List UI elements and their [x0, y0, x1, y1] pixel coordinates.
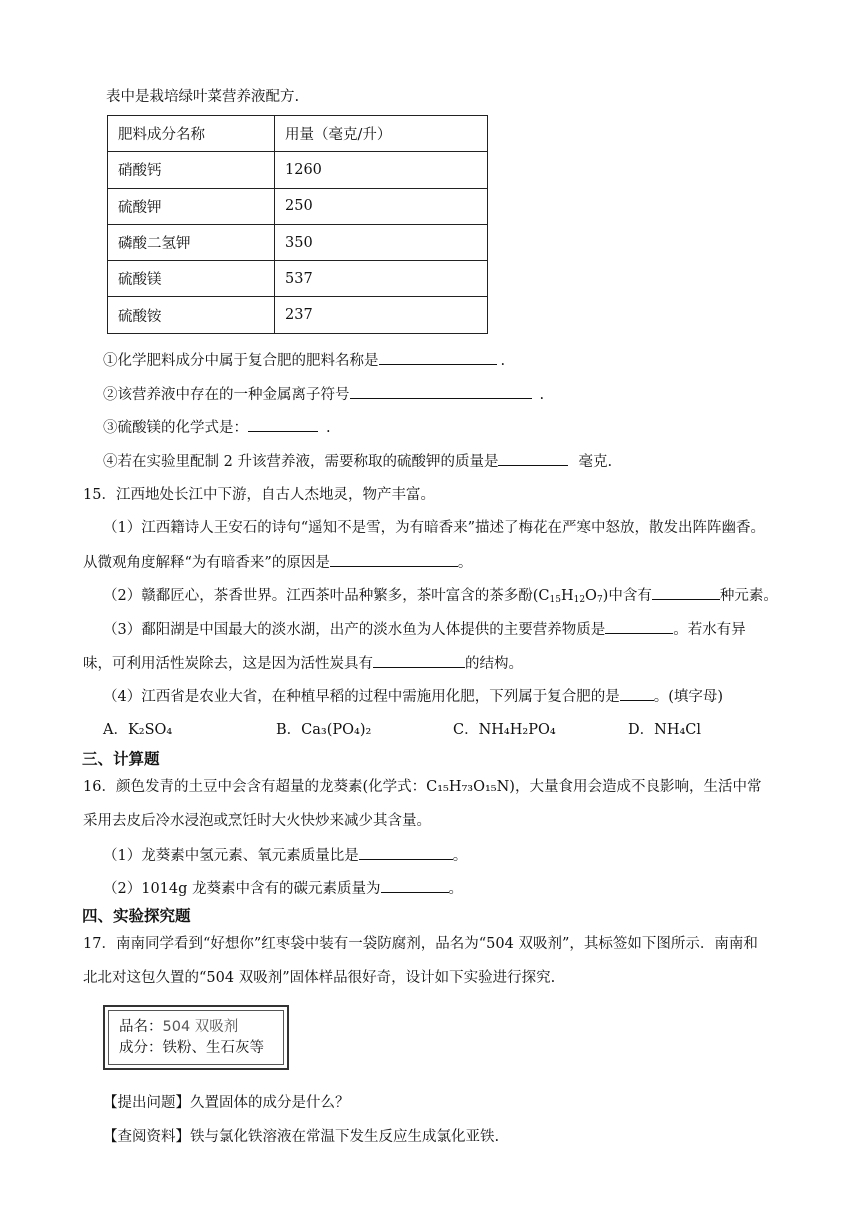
answer-blank[interactable] — [652, 585, 720, 600]
q16-part1-suffix: 。 — [452, 848, 468, 864]
q16-line2: 采用去皮后冷水浸泡或烹饪时大火快炒来减少其含量。 — [83, 813, 431, 829]
table-cell: 磷酸二氢钾 — [108, 224, 275, 260]
q14-item-2-text: ②该营养液中存在的一种金属离子符号 — [103, 387, 350, 403]
q15-part4-suffix: 。(填字母) — [653, 689, 724, 705]
q15-part2-suffix: 种元素。 — [719, 588, 778, 604]
answer-blank[interactable] — [620, 686, 654, 701]
q15-part2-text: （2）赣鄱匠心，茶香世界。江西茶叶品种繁多，茶叶富含的茶多酚(C — [103, 588, 550, 604]
header-cell-name: 肥料成分名称 — [108, 116, 275, 152]
q16-part1-text: （1）龙葵素中氢元素、氧元素质量比是 — [103, 848, 359, 864]
table-header-row — [108, 116, 488, 152]
q15-part1-suffix: 。 — [457, 555, 473, 571]
answer-blank[interactable] — [248, 417, 318, 432]
table-cell: 350 — [275, 224, 488, 260]
q17-reference: 【查阅资料】铁与氯化铁溶液在常温下发生反应生成氯化亚铁. — [103, 1129, 500, 1145]
product-label-inner — [108, 1010, 284, 1065]
q15-part1-line2 — [83, 552, 472, 573]
answer-blank[interactable] — [379, 350, 497, 365]
table-cell: 硝酸钙 — [108, 152, 275, 188]
label-name-key: 品名： — [119, 1019, 163, 1035]
q15-part3-text: （3）鄱阳湖是中国最大的淡水湖，出产的淡水鱼为人体提供的主要营养物质是 — [103, 622, 606, 638]
table-cell: 1260 — [275, 152, 488, 188]
q15-part3-line2-suffix: 的结构。 — [465, 656, 523, 672]
subscript: 12 — [573, 595, 586, 605]
q16-part2-text: （2）1014g 龙葵素中含有的碳元素质量为 — [103, 881, 381, 897]
q16-line1: 16．颜色发青的土豆中会含有超量的龙葵素(化学式：C₁₅H₇₃O₁₅N)，大量食用会造成不良影响，生活中常 — [83, 779, 762, 795]
q15-part2-mid: )中含有 — [602, 588, 652, 604]
q14-item-3-suffix: . — [326, 420, 331, 436]
q15-part1-text: 从微观角度解释“为有暗香来”的原因是 — [83, 555, 330, 571]
table-row — [108, 297, 488, 333]
label-ingredients: 成分：铁粉、生石灰等 — [119, 1040, 264, 1056]
q14-item-1-suffix: . — [500, 353, 506, 369]
table-cell: 硫酸镁 — [108, 261, 275, 297]
q14-item-4-suffix: 毫克. — [578, 454, 613, 470]
q16-part1 — [103, 845, 467, 866]
q15-stem: 15．江西地处长江中下游，自古人杰地灵，物产丰富。 — [83, 487, 435, 503]
answer-blank[interactable] — [498, 451, 568, 466]
q15-part2 — [103, 585, 778, 610]
answer-blank[interactable] — [350, 384, 532, 399]
option-a[interactable]: A．K₂SO₄ — [103, 722, 173, 738]
q14-item-4-text: ④若在实验里配制 2 升该营养液，需要称取的硫酸钾的质量是 — [103, 454, 499, 470]
table-cell: 250 — [275, 188, 488, 224]
q17-line2: 北北对这包久置的“504 双吸剂”固体样品很好奇，设计如下实验进行探究. — [83, 970, 556, 986]
q15-part1-line1: （1）江西籍诗人王安石的诗句“遥知不是雪，为有暗香来”描述了梅花在严寒中怒放，散发出阵阵幽香。 — [103, 520, 766, 536]
q17-line1: 17．南南同学看到“好想你”红枣袋中装有一袋防腐剂，品名为“504 双吸剂”，其标签如下图所示．南南和 — [83, 936, 758, 952]
label-name-value: 504 双吸剂 — [162, 1019, 239, 1035]
table-cell: 硫酸铵 — [108, 297, 275, 333]
table-row — [108, 188, 488, 224]
answer-blank[interactable] — [605, 619, 673, 634]
header-cell-amount: 用量（毫克/升） — [275, 116, 488, 152]
q17-question: 【提出问题】久置固体的成分是什么？ — [103, 1095, 350, 1111]
q14-item-3 — [103, 417, 331, 438]
q16-part2 — [103, 878, 463, 899]
answer-blank[interactable] — [330, 552, 458, 567]
answer-blank[interactable] — [381, 878, 449, 893]
q15-part4-text: （4）江西省是农业大省，在种植早稻的过程中需施用化肥，下列属于复合肥的是 — [103, 689, 620, 705]
option-b[interactable]: B．Ca₃(PO₄)₂ — [276, 722, 372, 738]
q14-item-1-text: ①化学肥料成分中属于复合肥的肥料名称是 — [103, 353, 379, 369]
section-heading-experiment: 四、实验探究题 — [82, 907, 191, 925]
q14-item-2-suffix: . — [539, 387, 545, 403]
table-cell: 537 — [275, 261, 488, 297]
table-row — [108, 152, 488, 188]
option-d[interactable]: D．NH₄Cl — [628, 722, 702, 738]
subscript: 15 — [549, 595, 561, 605]
subscript: 7 — [596, 595, 603, 605]
q14-item-3-text: ③硫酸镁的化学式是： — [103, 420, 248, 436]
fertilizer-table — [107, 115, 488, 334]
table-row — [108, 224, 488, 260]
formula-part: H — [560, 588, 574, 604]
formula-part: O — [585, 588, 597, 604]
option-c[interactable]: C．NH₄H₂PO₄ — [453, 722, 556, 738]
q16-part2-suffix: 。 — [448, 881, 464, 897]
table-cell: 237 — [275, 297, 488, 333]
q14-item-4 — [103, 451, 612, 472]
table-row — [108, 261, 488, 297]
product-label — [103, 1005, 289, 1070]
section-heading-calculation: 三、计算题 — [82, 750, 160, 768]
q15-part3-line2-text: 味，可利用活性炭除去，这是因为活性炭具有 — [83, 656, 373, 672]
label-product-name — [119, 1017, 283, 1038]
answer-blank[interactable] — [359, 845, 453, 860]
q15-part3-suffix: 。若水有异 — [673, 622, 746, 638]
q15-part4 — [103, 686, 723, 707]
intro-text: 表中是栽培绿叶菜营养液配方. — [106, 89, 300, 105]
answer-blank[interactable] — [373, 653, 465, 668]
q15-part3-line1 — [103, 619, 746, 640]
q14-item-1 — [103, 350, 505, 371]
table-cell: 硫酸钾 — [108, 188, 275, 224]
q14-item-2 — [103, 384, 544, 405]
q15-part3-line2 — [83, 653, 523, 674]
